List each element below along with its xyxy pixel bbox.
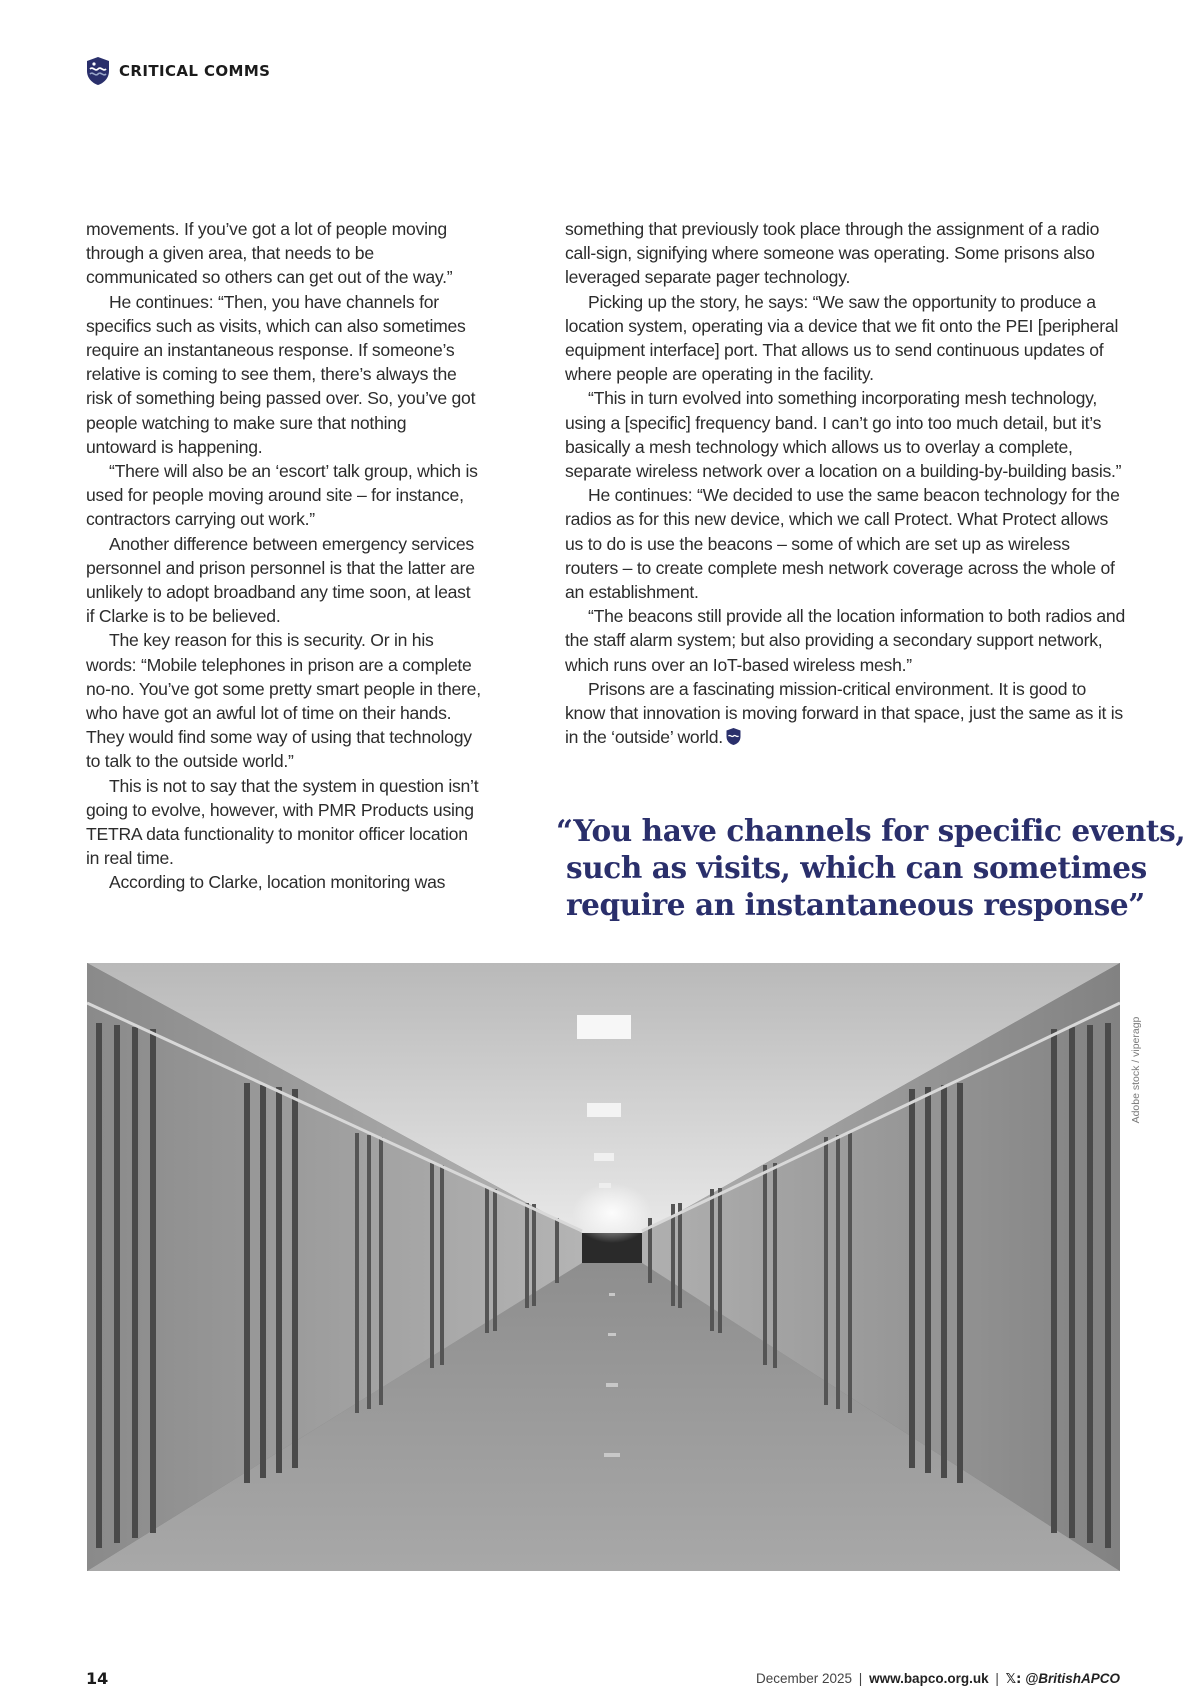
paragraph: movements. If you’ve got a lot of people moving through a given area, that needs to be communicated so others can get out of the way.” [86, 219, 453, 288]
paragraph: Another difference between emergency services personnel and prison personnel is that the latter are unlikely to adopt broadband any time soon, at least if Clarke is to be believed. [86, 533, 475, 627]
separator: | [995, 1671, 999, 1686]
website-link[interactable]: www.bapco.org.uk [869, 1671, 989, 1686]
page-number: 14 [86, 1669, 109, 1688]
issue-date: December 2025 [755, 1671, 853, 1686]
paragraph: something that previously took place through the assignment of a radio call-sign, signifying where someone was operating. Some prisons also leveraged separate pager technology. [565, 219, 1100, 288]
pull-quote [556, 812, 1186, 923]
pull-quote-line: require an instantaneous response” [566, 887, 1145, 922]
section-title: CRITICAL COMMS [119, 62, 271, 80]
paragraph: “There will also be an ‘escort’ talk group, which is used for people moving around site – for instance, contractors carrying out work.” [86, 461, 478, 530]
article-left-column [86, 217, 481, 895]
pull-quote-line: “You have channels for specific events, [556, 813, 1186, 848]
paragraph: This is not to say that the system in question isn’t going to evolve, however, with PMR Products using TETRA data functionality to monitor officer location in real time. [86, 775, 479, 869]
x-logo-icon: 𝕏: [1005, 1672, 1022, 1687]
final-paragraph-text: Prisons are a fascinating mission-critical environment. It is good to know that innovation is moving forward in that space, just the same as it is in the ‘outside’ world. [565, 678, 1123, 748]
article-right-column [565, 217, 1125, 749]
paragraph: The key reason for this is security. Or in his words: “Mobile telephones in prison are a complete no-no. You’ve got some pretty smart people in there, who have got an awful lot of time on their hands. They would find some way of using that technology to talk to the outside world.” [86, 630, 481, 772]
prison-corridor-image [87, 963, 1120, 1571]
paragraph: He continues: “We decided to use the same beacon technology for the radios as for this new device, which we call Protect. What Protect allows us to do is use the beacons – some of which are set up as wireless routers – to create complete mesh network coverage across the whole of an establishment. [565, 485, 1120, 603]
social-handle-link[interactable]: @BritishAPCO [1025, 1671, 1120, 1686]
paragraph: According to Clarke, location monitoring was [109, 872, 446, 893]
separator: | [858, 1671, 863, 1686]
paragraph: “This in turn evolved into something incorporating mesh technology, using a [specific] frequency band. I can’t go into too much detail, but it’s basically a mesh technology which allows us to overlay a complete, separate wireless network over a location on a building-by-building basis.” [565, 388, 1122, 482]
page-header [85, 56, 270, 86]
paragraph: Picking up the story, he says: “We saw the opportunity to produce a location system, operating via a device that we fit onto the PEI [peripheral equipment interface] port. That allows us to send continuous updates of where people are operating in the facility. [565, 291, 1119, 385]
paragraph: “The beacons still provide all the location information to both radios and the staff alarm system; but also providing a secondary support network, which runs over an IoT-based wireless mesh.” [565, 606, 1126, 675]
pull-quote-line: such as visits, which can sometimes [566, 850, 1147, 885]
photo-credit: Adobe stock / viperagp [1130, 1016, 1142, 1124]
footer-info [756, 1671, 1120, 1687]
shield-end-mark-icon [725, 727, 742, 746]
shield-logo-icon [85, 56, 111, 86]
final-paragraph [565, 677, 1125, 750]
paragraph: He continues: “Then, you have channels for specifics such as visits, which can also sometimes require an instantaneous response. If someone’s relative is coming to see them, there’s always the risk of something being passed over. So, you’ve got people watching to make sure that nothing untoward is happening. [86, 291, 476, 457]
